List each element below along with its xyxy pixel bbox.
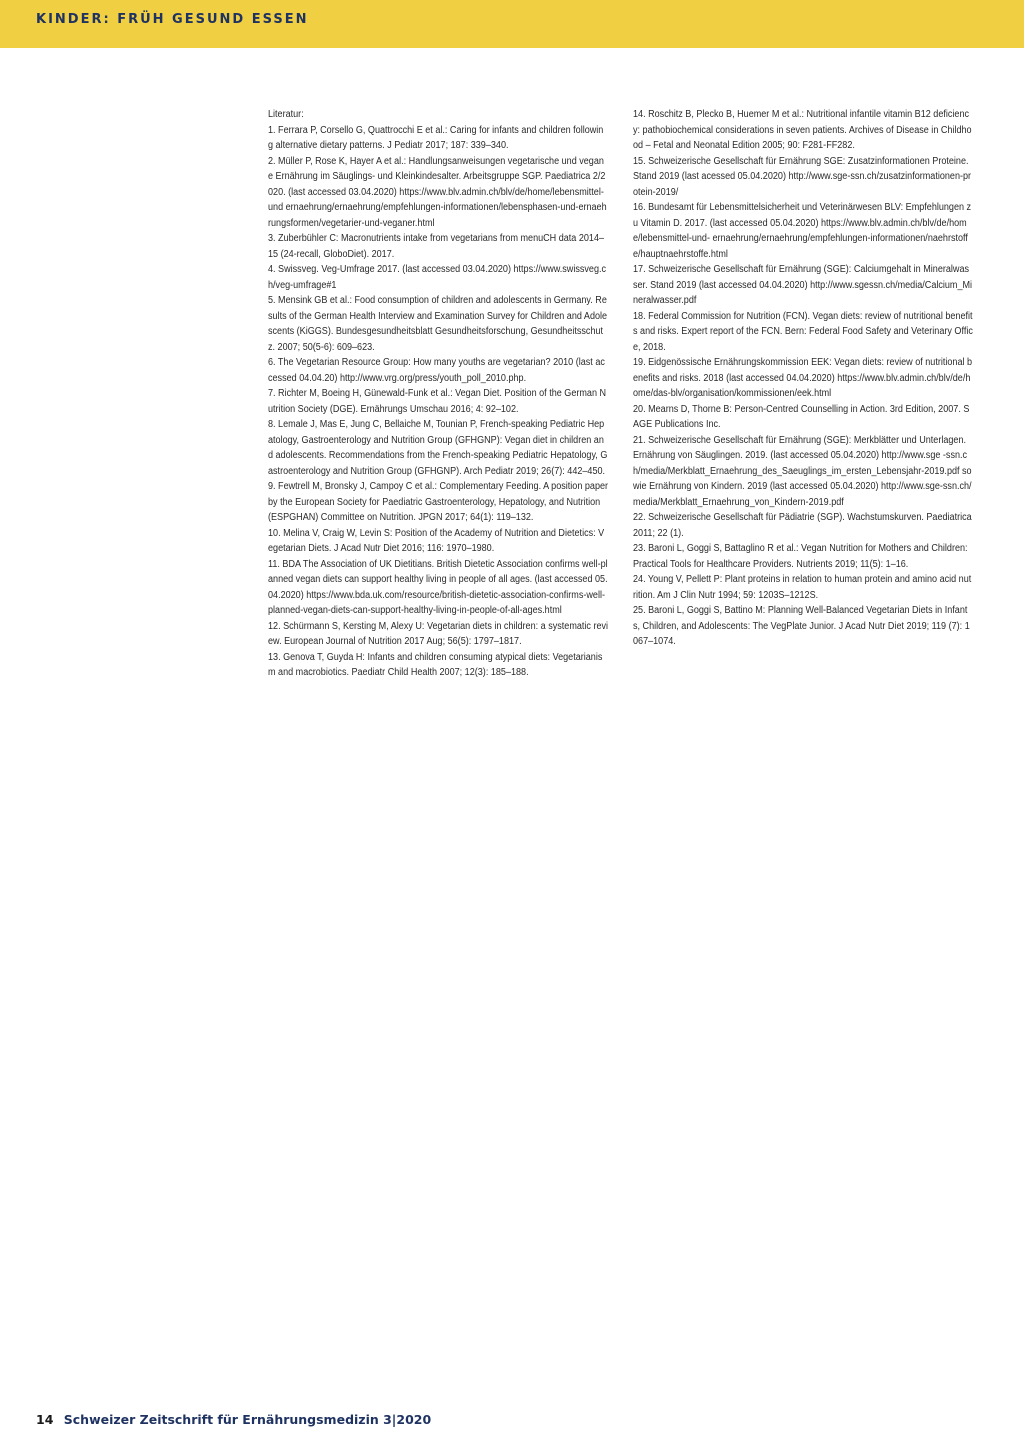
reference-item: 11. BDA The Association of UK Dietitians. British Dietetic Association confirms well-planned vegan diets can support healthy living in people of all ages. (last accessed 05.04.2020) https://www.bda.uk.com/resource/british-dietetic-association-confirms-well-planned-vegan-diets-can-support-healthy-living-in-people-of-all-ages.html (268, 558, 608, 616)
reference-item: 17. Schweizerische Gesellschaft für Ernährung (SGE): Calciumgehalt in Mineralwasser. Stand 2019 (last accessed 04.04.2020) http://www.sgessn.ch/media/Calcium_Mineralwasser.pdf (633, 264, 973, 306)
references-column-left (268, 107, 608, 681)
reference-item: 7. Richter M, Boeing H, Günewald-Funk et al.: Vegan Diet. Position of the German Nutrition Society (DGE). Ernährungs Umschau 2016; 4: 92–102. (268, 388, 607, 415)
reference-item: 24. Young V, Pellett P: Plant proteins in relation to human protein and amino acid nutrition. Am J Clin Nutr 1994; 59: 1203S–1212S. (633, 574, 972, 601)
reference-item: 25. Baroni L, Goggi S, Battino M: Planning Well-Balanced Vegetarian Diets in Infants, Children, and Adolescents: The VegPlate Junior. J Acad Nutr Diet 2019; 119 (7): 1067–1074. (633, 605, 970, 647)
reference-item: 23. Baroni L, Goggi S, Battaglino R et al.: Vegan Nutrition for Mothers and Children: Practical Tools for Healthcare Providers. Nutrients 2019; 11(5): 1–16. (633, 543, 968, 570)
reference-item: 12. Schürmann S, Kersting M, Alexy U: Vegetarian diets in children: a systematic review. European Journal of Nutrition 2017 Aug; 56(5): 1797–1817. (268, 620, 609, 647)
journal-title: Schweizer Zeitschrift für Ernährungsmedizin 3|2020 (63, 1412, 432, 1427)
reference-item: 21. Schweizerische Gesellschaft für Ernährung (SGE): Merkblätter und Unterlagen. Ernährung von Säuglingen. 2019. (last accessed 05.04.2020) http://www.sge -ssn.ch/media/Merkblatt_Ernaehrung_des_Saeuglings_im_ersten_Lebensjahr-2019.pdf sowie Ernährung von Kindern. 2019 (last accessed 05.04.2020) http://www.sge-ssn.ch/media/Merkblatt_Ernaehrung_von_Kindern-2019.pdf (633, 434, 972, 508)
reference-item: 10. Melina V, Craig W, Levin S: Position of the Academy of Nutrition and Dietetics: Vegetarian Diets. J Acad Nutr Diet 2016; 116: 1970–1980. (268, 527, 605, 554)
references-heading: Literatur: (268, 109, 304, 120)
section-title: KINDER: FRÜH GESUND ESSEN (36, 12, 309, 27)
page-footer (36, 1412, 431, 1427)
reference-item: 22. Schweizerische Gesellschaft für Pädiatrie (SGP). Wachstumskurven. Paediatrica 2011; 22 (1). (633, 512, 972, 539)
reference-item: 14. Roschitz B, Plecko B, Huemer M et al.: Nutritional infantile vitamin B12 deficiency: pathobiochemical considerations in seven patients. Archives of Disease in Childhood – Fetal and Neonatal Edition 2005; 90: F281-FF282. (633, 109, 972, 151)
reference-item: 16. Bundesamt für Lebensmittelsicherheit und Veterinärwesen BLV: Empfehlungen zu Vitamin D. 2017. (last accessed 05.04.2020) https://www.blv.admin.ch/blv/de/home/lebensmittel-und- ernaehrung/ernaehrung/empfehlungen-informationen/naehrstoffe/hauptnaehrstoffe.html (633, 202, 972, 260)
reference-item: 15. Schweizerische Gesellschaft für Ernährung SGE: Zusatzinformationen Proteine. Stand 2019 (last acessed 05.04.2020) http://www.sge-ssn.ch/zusatzinformationen-protein-2019/ (633, 155, 972, 198)
reference-item: 18. Federal Commission for Nutrition (FCN). Vegan diets: review of nutritional benefits and risks. Expert report of the FCN. Bern: Federal Food Safety and Veterinary Office, 2018. (633, 310, 973, 353)
page-number: 14 (36, 1412, 54, 1427)
reference-item: 13. Genova T, Guyda H: Infants and children consuming atypical diets: Vegetarianism and macrobiotics. Paediatr Child Health 2007; 12(3): 185–188. (268, 651, 603, 678)
reference-item: 8. Lemale J, Mas E, Jung C, Bellaiche M, Tounian P, French-speaking Pediatric Hepatology, Gastroenterology and Nutrition Group (GFHGNP): Vegan diet in children and adolescents. Recommendations from the French-speaking Pediatric Hepatology, Gastroenterology and Nutrition Group (GFHGNP). Arch Pediatr 2019; 26(7): 442–450. (268, 419, 608, 477)
references-column-right (633, 107, 973, 650)
reference-item: 9. Fewtrell M, Bronsky J, Campoy C et al.: Complementary Feeding. A position paper by the European Society for Paediatric Gastroenterology, Hepatology, and Nutrition (ESPGHAN) Committee on Nutrition. JPGN 2017; 64(1): 119–132. (268, 481, 609, 523)
reference-item: 4. Swissveg. Veg-Umfrage 2017. (last accessed 03.04.2020) https://www.swissveg.ch/veg-umfrage#1 (268, 264, 607, 291)
reference-item: 5. Mensink GB et al.: Food consumption of children and adolescents in Germany. Results of the German Health Interview and Examination Survey for Children and Adolescents (KiGGS). Bundesgesundheitsblatt Gesundheitsforschung, Gesundheitsschutz. 2007; 50(5-6): 609–623. (268, 295, 608, 353)
reference-item: 1. Ferrara P, Corsello G, Quattrocchi E et al.: Caring for infants and children following alternative dietary patterns. J Pediatr 2017; 187: 339–340. (268, 124, 604, 151)
reference-item: 6. The Vegetarian Resource Group: How many youths are vegetarian? 2010 (last accessed 04.04.20) http://www.vrg.org/press/youth_poll_2010.php. (268, 357, 605, 384)
reference-item: 19. Eidgenössische Ernährungskommission EEK: Vegan diets: review of nutritional benefits and risks. 2018 (last accessed 04.04.2020) https://www.blv.admin.ch/blv/de/home/das-blv/organisation/kommissionen/eek.html (633, 357, 973, 399)
reference-item: 20. Mearns D, Thorne B: Person-Centred Counselling in Action. 3rd Edition, 2007. SAGE Publications Inc. (633, 403, 970, 430)
reference-item: 3. Zuberbühler C: Macronutrients intake from vegetarians from menuCH data 2014–15 (24-recall, GloboDiet). 2017. (268, 233, 605, 260)
reference-item: 2. Müller P, Rose K, Hayer A et al.: Handlungsanweisungen vegetarische und vegane Ernährung im Säuglings- und Kleinkindesalter. Arbeitsgruppe SGP. Paediatrica 2/2020. (last accessed 03.04.2020) https://www.blv.admin.ch/blv/de/home/lebensmittel-und ernaehrung/ernaehrung/empfehlungen-informationen/lebensphasen-und-ernaehrungsformen/vegetarier-und-veganer.html (268, 155, 607, 229)
header-band (0, 0, 1024, 48)
